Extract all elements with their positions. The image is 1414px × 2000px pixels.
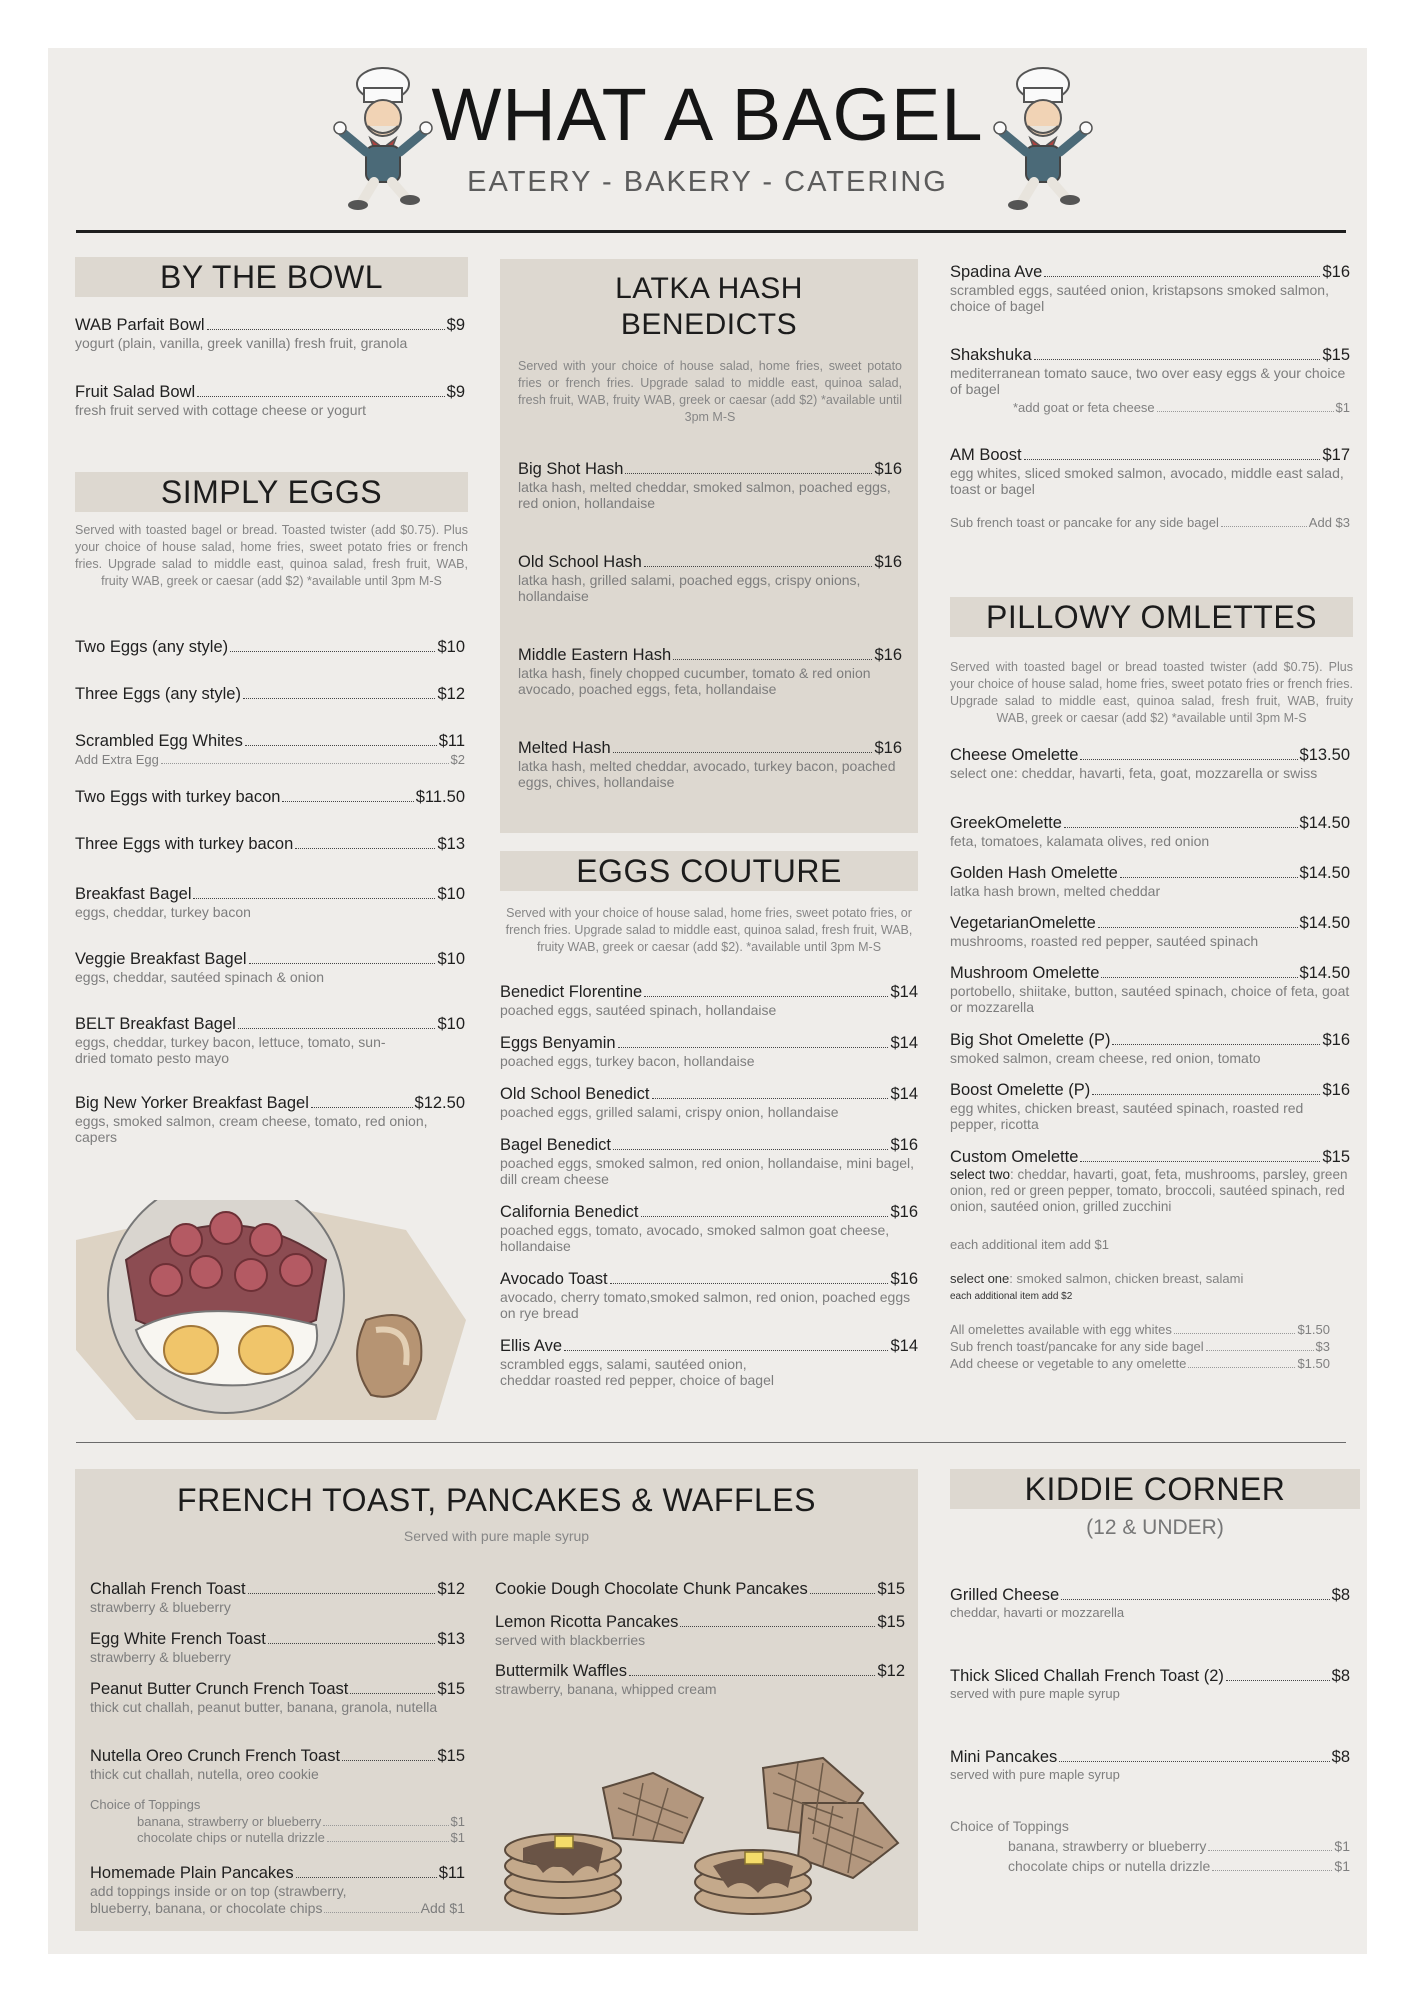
omelette-note-small: each additional item add $2 (950, 1291, 1073, 1302)
menu-item: Three Eggs (any style) $12 (75, 685, 465, 703)
menu-item: Nutella Oreo Crunch French Toast $15 thick cut challah, nutella, oreo cookie (90, 1747, 465, 1782)
brand-tagline: EATERY - BAKERY - CATERING (467, 166, 948, 198)
brand-title: WHAT A BAGEL (431, 73, 984, 156)
menu-item: Scrambled Egg Whites $11 (75, 732, 465, 750)
menu-subitem: Sub french toast or pancake for any side bagel Add $3 (950, 515, 1350, 530)
menu-item: Boost Omelette (P) $16 egg whites, chicken breast, sautéed spinach, roasted red pepper, ricotta (950, 1081, 1350, 1132)
menu-item: Spadina Ave $16 scrambled eggs, sautéed onion, kristapsons smoked salmon, choice of bagel (950, 263, 1350, 314)
menu-subitem: chocolate chips or nutella drizzle $1 (137, 1830, 465, 1845)
menu-item: Breakfast Bagel $10 eggs, cheddar, turkey bacon (75, 885, 465, 920)
menu-subitem: chocolate chips or nutella drizzle $1 (1008, 1858, 1350, 1874)
menu-item: California Benedict $16 poached eggs, tomato, avocado, smoked salmon goat cheese, hollandaise (500, 1203, 918, 1254)
pancakes-waffles-illustration (503, 1748, 903, 1918)
menu-item: Eggs Benyamin $14 poached eggs, turkey bacon, hollandaise (500, 1034, 918, 1069)
menu-subitem: banana, strawberry or blueberry $1 (137, 1814, 465, 1829)
menu-subitem: Add Extra Egg $2 (75, 752, 465, 767)
menu-item: Buttermilk Waffles $12 strawberry, banana, whipped cream (495, 1662, 905, 1697)
omelette-note: select one: smoked salmon, chicken breast, salami (950, 1271, 1244, 1286)
menu-item: Cheese Omelette $13.50 select one: cheddar, havarti, feta, goat, mozzarella or swiss (950, 746, 1350, 781)
menu-item: Two Eggs (any style) $10 (75, 638, 465, 656)
section-title-omelettes: PILLOWY OMLETTES (950, 597, 1353, 637)
menu-item: Benedict Florentine $14 poached eggs, sautéed spinach, hollandaise (500, 983, 918, 1018)
menu-item: Fruit Salad Bowl $9 fresh fruit served with cottage cheese or yogurt (75, 383, 465, 418)
menu-subitem: banana, strawberry or blueberry $1 (1008, 1838, 1350, 1854)
section-subtitle: (12 & UNDER) (1086, 1516, 1224, 1539)
menu-item: Avocado Toast $16 avocado, cherry tomato,smoked salmon, red onion, poached eggs on rye bread (500, 1270, 918, 1321)
menu-item: Big Shot Omelette (P) $16 smoked salmon, cream cheese, red onion, tomato (950, 1031, 1350, 1066)
section-title-bowl: BY THE BOWL (75, 257, 468, 297)
menu-item: Thick Sliced Challah French Toast (2) $8 served with pure maple syrup (950, 1667, 1350, 1701)
breakfast-bowl-illustration (76, 1200, 466, 1420)
toppings-title: Choice of Toppings (90, 1797, 201, 1812)
menu-item: AM Boost $17 egg whites, sliced smoked salmon, avocado, middle east salad, toast or bagel (950, 446, 1350, 497)
menu-item: Three Eggs with turkey bacon $13 (75, 835, 465, 853)
section-description: Served with your choice of house salad, home fries, sweet potato fries or french fries. Upgrade salad to middle east, quinoa salad, fresh fruit, WAB, fruity WAB, greek or caesar (add $2) *available until 3pm M-S (518, 359, 902, 424)
menu-subitem: *add goat or feta cheese $1 (1013, 400, 1350, 415)
menu-item: GreekOmelette $14.50 feta, tomatoes, kalamata olives, red onion (950, 814, 1350, 849)
menu-item: Shakshuka $15 mediterranean tomato sauce, two over easy eggs & your choice of bagel (950, 346, 1350, 397)
menu-item: Old School Hash $16 latka hash, grilled salami, poached eggs, crispy onions, hollandaise (518, 553, 902, 604)
section-title-eggs-couture: EGGS COUTURE (500, 851, 918, 891)
menu-item: Homemade Plain Pancakes $11 add toppings inside or on top (strawberry, (90, 1864, 465, 1899)
menu-subitem: Add cheese or vegetable to any omelette $1.50 (950, 1356, 1330, 1371)
menu-item: Challah French Toast $12 strawberry & blueberry (90, 1580, 465, 1615)
menu-item: Bagel Benedict $16 poached eggs, smoked salmon, red onion, hollandaise, mini bagel, dill cream cheese (500, 1136, 918, 1187)
section-subtitle: Served with pure maple syrup (403, 1528, 590, 1544)
menu-item: Golden Hash Omelette $14.50 latka hash brown, melted cheddar (950, 864, 1350, 899)
menu-subitem: All omelettes available with egg whites $1.50 (950, 1322, 1330, 1337)
menu-item: Mushroom Omelette $14.50 portobello, shiitake, button, sautéed spinach, choice of feta, goat or mozzarella (950, 964, 1350, 1015)
menu-item: Peanut Butter Crunch French Toast $15 thick cut challah, peanut butter, banana, granola, nutella (90, 1680, 465, 1715)
menu-item: VegetarianOmelette $14.50 mushrooms, roasted red pepper, sautéed spinach (950, 914, 1350, 949)
menu-item: Melted Hash $16 latka hash, melted cheddar, avocado, turkey bacon, poached eggs, chives, hollandaise (518, 739, 902, 790)
menu-item: Big Shot Hash $16 latka hash, melted cheddar, smoked salmon, poached eggs, red onion, hollandaise (518, 460, 902, 511)
section-title-latka: LATKA HASH BENEDICTS (500, 271, 918, 343)
menu-item: Ellis Ave $14 scrambled eggs, salami, sautéed onion, cheddar roasted red pepper, choice of bagel (500, 1337, 918, 1388)
section-title-french-toast: FRENCH TOAST, PANCAKES & WAFFLES (177, 1482, 816, 1518)
section-description: Served with your choice of house salad, home fries, sweet potato fries, or french fries. Upgrade salad to middle east, quinoa salad, fresh fruit, WAB, fruity WAB, greek or caesar (add $2). *available until 3pm M-S (505, 906, 913, 954)
menu-item: Cookie Dough Chocolate Chunk Pancakes $15 (495, 1580, 905, 1598)
toppings-title: Choice of Toppings (950, 1818, 1069, 1834)
menu-item: Big New Yorker Breakfast Bagel $12.50 eggs, smoked salmon, cream cheese, tomato, red onion, capers (75, 1094, 465, 1145)
menu-subitem: Sub french toast/pancake for any side bagel $3 (950, 1339, 1330, 1354)
menu-item: Middle Eastern Hash $16 latka hash, finely chopped cucumber, tomato & red onion avocado, poached eggs, feta, hollandaise (518, 646, 902, 697)
section-description: Served with toasted bagel or bread toasted twister (add $0.75). Plus your choice of house salad, home fries, sweet potato fries or french fries. Upgrade salad to middle east, quinoa salad, fresh fruit, WAB, fruity WAB, greek or caesar (add $2) *available until 3pm M-S (950, 660, 1353, 725)
menu-item: BELT Breakfast Bagel $10 eggs, cheddar, turkey bacon, lettuce, tomato, sun-dried tomato pesto mayo (75, 1015, 465, 1066)
menu-item: WAB Parfait Bowl $9 yogurt (plain, vanilla, greek vanilla) fresh fruit, granola (75, 316, 465, 351)
menu-item: Two Eggs with turkey bacon $11.50 (75, 788, 465, 806)
menu-item: Grilled Cheese $8 cheddar, havarti or mozzarella (950, 1586, 1350, 1620)
section-title-kiddie: KIDDIE CORNER (950, 1469, 1360, 1509)
menu-item: Egg White French Toast $13 strawberry & blueberry (90, 1630, 465, 1665)
menu-item: Mini Pancakes $8 served with pure maple syrup (950, 1748, 1350, 1782)
menu-item: Custom Omelette $15 select two: cheddar, havarti, goat, feta, mushrooms, parsley, green onion, red or green pepper, tomato, broccoli, sautéed spinach, red onion, sautéed onion, grilled zucchini (950, 1148, 1350, 1214)
section-title-simply-eggs: SIMPLY EGGS (75, 472, 468, 512)
menu-subitem: blueberry, banana, or chocolate chips Add $1 (90, 1900, 465, 1916)
section-divider (76, 1442, 1346, 1443)
section-description: Served with toasted bagel or bread. Toasted twister (add $0.75). Plus your choice of house salad, home fries, sweet potato fries or french fries. Upgrade salad to middle east, quinoa salad, fresh fruit, WAB, fruity WAB, greek or caesar (add $2) *available until 3pm M-S (75, 523, 468, 588)
menu-item: Veggie Breakfast Bagel $10 eggs, cheddar, sautéed spinach & onion (75, 950, 465, 985)
omelette-note: each additional item add $1 (950, 1237, 1110, 1252)
menu-item: Old School Benedict $14 poached eggs, grilled salami, crispy onion, hollandaise (500, 1085, 918, 1120)
menu-sheet (48, 48, 1367, 1954)
menu-item: Lemon Ricotta Pancakes $15 served with blackberries (495, 1613, 905, 1648)
header-divider (76, 230, 1346, 233)
